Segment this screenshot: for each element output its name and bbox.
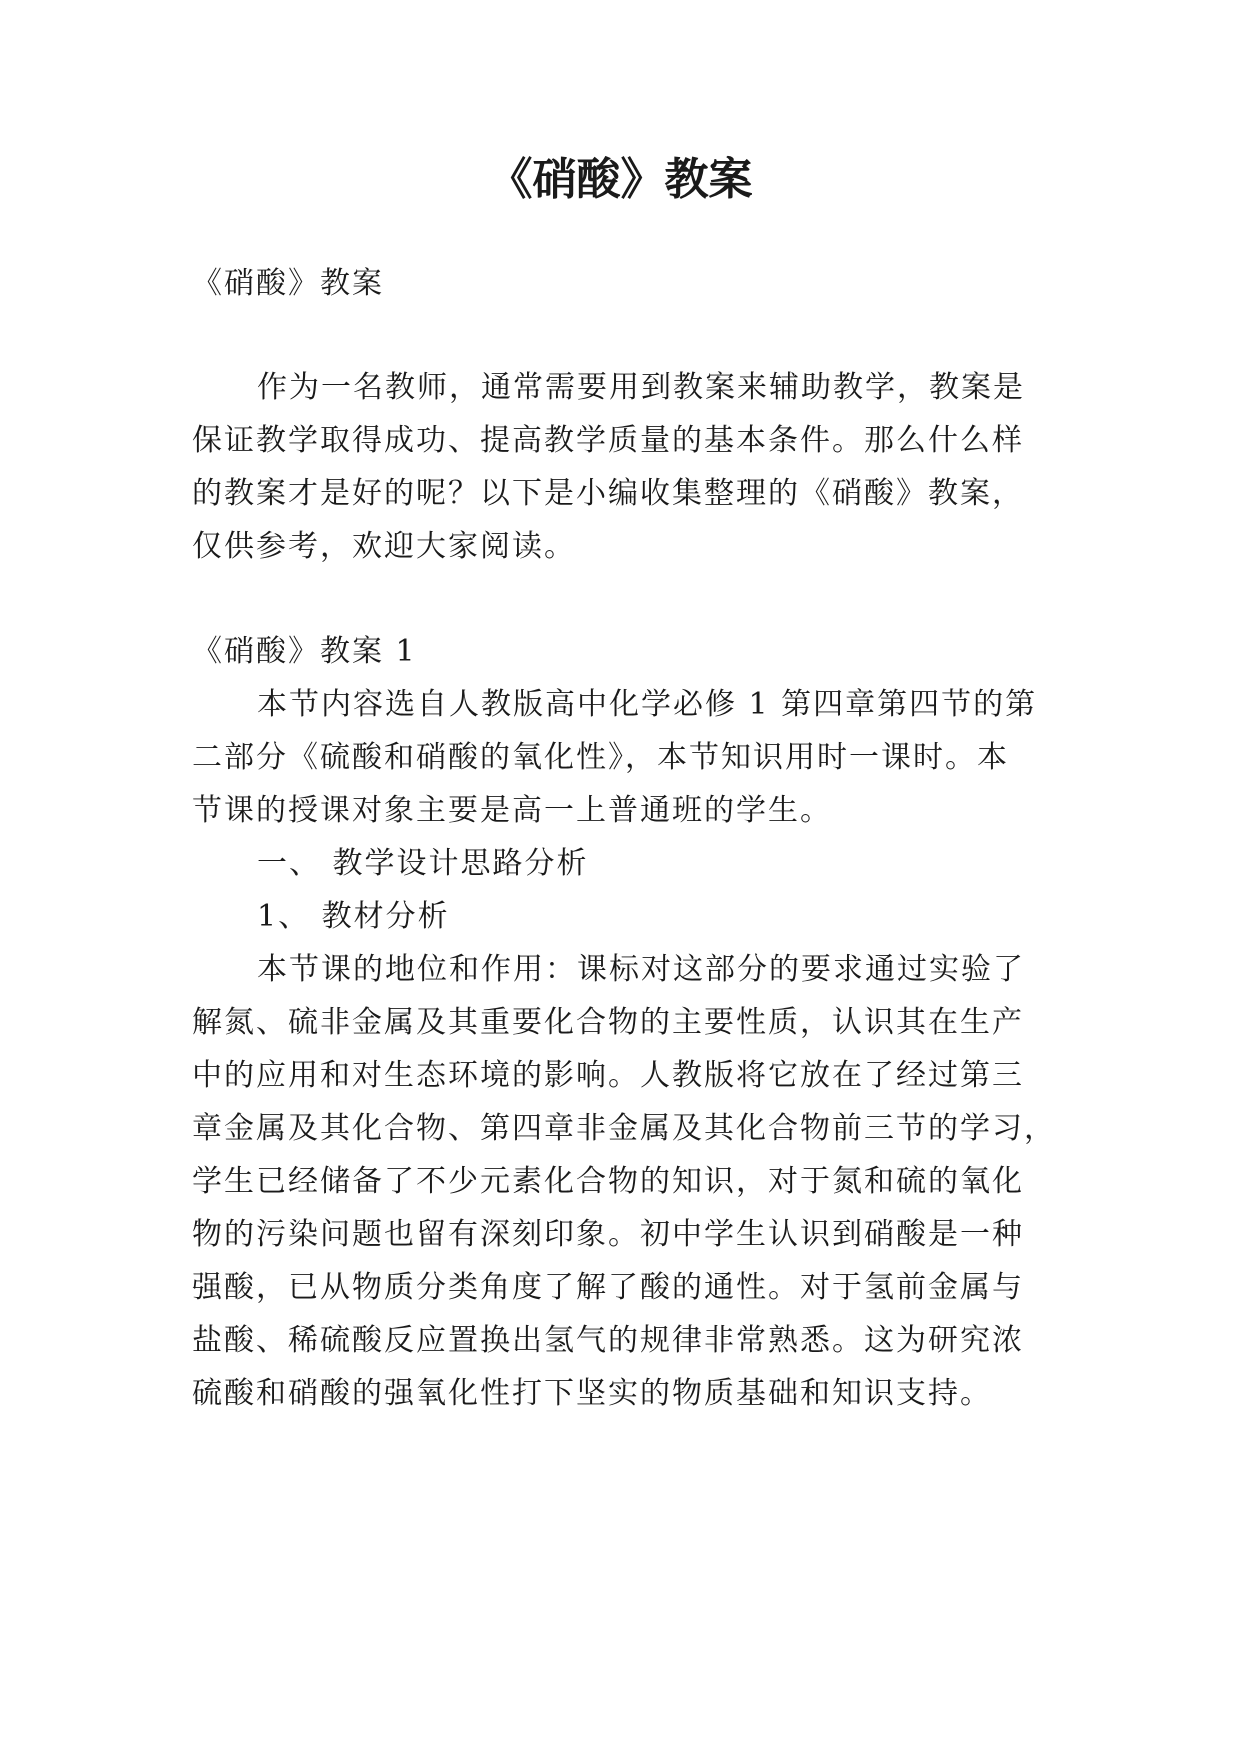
document-subtitle: 《硝酸》教案 — [192, 266, 384, 301]
document-title: 《硝酸》教案 — [488, 154, 753, 205]
analysis-line: 硫酸和硝酸的强氧化性打下坚实的物质基础和知识支持。 — [192, 1376, 992, 1411]
analysis-line: 学生已经储备了不少元素化合物的知识，对于氮和硫的氧化 — [192, 1164, 1024, 1199]
outline-heading-2: 1、 教材分析 — [257, 899, 450, 934]
analysis-line: 本节课的地位和作用：课标对这部分的要求通过实验了 — [257, 952, 1025, 987]
analysis-line: 中的应用和对生态环境的影响。人教版将它放在了经过第三 — [192, 1058, 1024, 1093]
intro-line: 作为一名教师，通常需要用到教案来辅助教学，教案是 — [257, 370, 1025, 405]
analysis-line: 章金属及其化合物、第四章非金属及其化合物前三节的学习， — [192, 1111, 1056, 1146]
section-line: 本节内容选自人教版高中化学必修 1 第四章第四节的第 — [257, 687, 1038, 722]
outline-heading-1: 一、 教学设计思路分析 — [257, 846, 589, 881]
section-line: 节课的授课对象主要是高一上普通班的学生。 — [192, 793, 832, 828]
analysis-line: 物的污染问题也留有深刻印象。初中学生认识到硝酸是一种 — [192, 1217, 1024, 1252]
analysis-line: 强酸，已从物质分类角度了解了酸的通性。对于氢前金属与 — [192, 1270, 1024, 1305]
intro-line: 的教案才是好的呢？以下是小编收集整理的《硝酸》教案， — [192, 476, 1024, 511]
section-heading: 《硝酸》教案 1 — [192, 634, 417, 669]
analysis-line: 盐酸、稀硫酸反应置换出氢气的规律非常熟悉。这为研究浓 — [192, 1323, 1024, 1358]
analysis-line: 解氮、硫非金属及其重要化合物的主要性质，认识其在生产 — [192, 1005, 1024, 1040]
section-line: 二部分《硫酸和硝酸的氧化性》，本节知识用时一课时。本 — [192, 740, 1009, 775]
intro-line: 仅供参考，欢迎大家阅读。 — [192, 529, 576, 564]
intro-line: 保证教学取得成功、提高教学质量的基本条件。那么什么样 — [192, 423, 1024, 458]
